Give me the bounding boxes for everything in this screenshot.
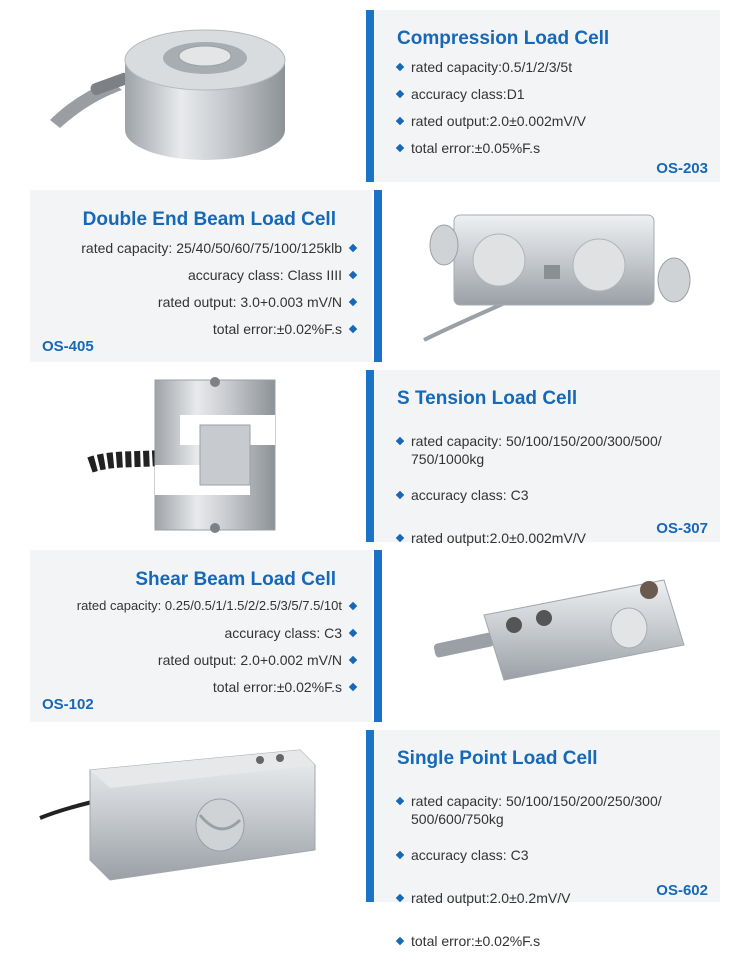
spec-panel (30, 190, 372, 362)
spec-error: total error:±0.02%F.s (397, 932, 707, 950)
spec-panel (30, 550, 372, 722)
spec-capacity: rated capacity: 0.25/0.5/1/1.5/2/2.5/3/5/7.5/10t (23, 597, 358, 615)
product-code: OS-602 (656, 882, 708, 899)
product-title: S Tension Load Cell (397, 388, 578, 409)
spec-panel (374, 730, 720, 949)
product-row-s-tension (30, 370, 720, 546)
product-image-compression (30, 10, 360, 182)
spec-output: rated output: 2.0+0.002 mV/N (23, 651, 358, 669)
spec-list (397, 776, 707, 975)
spec-output: rated output:2.0±0.002mV/V (397, 112, 707, 130)
s-tension-load-cell-image (30, 370, 360, 542)
spec-capacity: rated capacity: 50/100/150/200/300/500/ 750/1000kg (397, 432, 707, 468)
spec-output: rated output:2.0±0.2mV/V (397, 889, 707, 907)
spec-output: rated output: 3.0+0.003 mV/N (38, 293, 358, 311)
product-row-shear-beam (30, 550, 720, 722)
spec-list (397, 58, 707, 166)
spec-list (23, 597, 358, 705)
product-title: Compression Load Cell (397, 28, 610, 49)
shear-beam-load-cell-image (384, 550, 720, 722)
spec-output: rated output:2.0±0.002mV/V (397, 529, 707, 547)
spec-error: total error:±0.05%F.s (397, 139, 707, 157)
single-point-load-cell-image (30, 730, 360, 902)
spec-panel (374, 370, 720, 546)
accent-bar (374, 550, 382, 722)
spec-accuracy: accuracy class: C3 (397, 486, 707, 504)
product-title: Shear Beam Load Cell (135, 569, 336, 590)
product-image-double-end-beam (384, 190, 720, 362)
accent-bar (366, 10, 374, 182)
product-title: Single Point Load Cell (397, 748, 598, 769)
product-title: Double End Beam Load Cell (82, 209, 336, 230)
product-image-single-point (30, 730, 360, 902)
spec-accuracy: accuracy class:D1 (397, 85, 707, 103)
spec-error: total error:±0.02%F.s (23, 678, 358, 696)
spec-accuracy: accuracy class: Class IIII (38, 266, 358, 284)
product-code: OS-203 (656, 160, 708, 177)
product-image-s-tension (30, 370, 360, 542)
spec-capacity: rated capacity: 50/100/150/200/250/300/ 500/600/750kg (397, 792, 707, 828)
spec-error: total error:±0.02%F.s (38, 320, 358, 338)
product-image-shear-beam (384, 550, 720, 722)
spec-accuracy: accuracy class: C3 (397, 846, 707, 864)
spec-capacity: rated capacity: 25/40/50/60/75/100/125klb (38, 239, 358, 257)
accent-bar (374, 190, 382, 362)
spec-accuracy: accuracy class: C3 (23, 624, 358, 642)
product-row-double-end-beam (30, 190, 720, 362)
double-end-beam-load-cell-image (384, 190, 720, 362)
product-row-compression (30, 10, 720, 182)
product-code: OS-307 (656, 520, 708, 537)
accent-bar (366, 370, 374, 542)
product-row-single-point (30, 730, 720, 949)
spec-capacity: rated capacity:0.5/1/2/3/5t (397, 58, 707, 76)
product-code: OS-102 (42, 696, 94, 713)
spec-list (38, 239, 358, 347)
compression-load-cell-image (30, 10, 360, 182)
accent-bar (366, 730, 374, 902)
product-code: OS-405 (42, 338, 94, 355)
spec-panel (374, 10, 720, 182)
